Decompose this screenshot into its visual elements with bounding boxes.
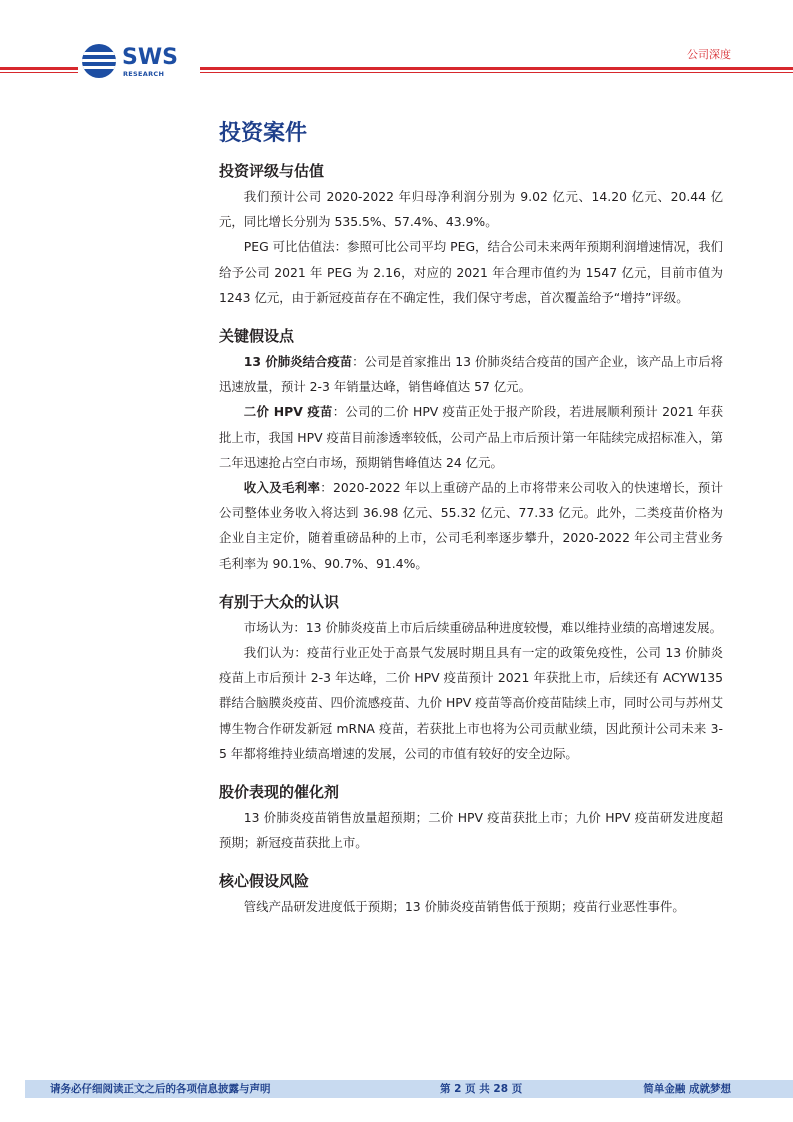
- footer-page-number: 第 2 页 共 28 页: [440, 1083, 523, 1095]
- rating-paragraph-1: 我们预计公司 2020-2022 年归母净利润分别为 9.02 亿元、14.20 亿元、20.44 亿元，同比增长分别为 535.5%、57.4%、43.9%。: [219, 189, 723, 230]
- assumption-item-hpv2: [219, 399, 723, 475]
- views-paragraph-market: 市场认为：13 价肺炎疫苗上市后后续重磅品种进度较慢，难以维持业绩的高增速发展。: [243, 619, 722, 635]
- footer-disclaimer: 请务必仔细阅读正文之后的各项信息披露与声明: [50, 1083, 271, 1095]
- assumption-label: 13 价肺炎结合疫苗: [243, 354, 353, 370]
- assumption-item-revenue: [219, 475, 723, 576]
- section-title-assumptions: 关键假设点: [219, 327, 295, 346]
- section-title-rating: 投资评级与估值: [219, 162, 325, 180]
- catalysts-paragraph: 13 价肺炎疫苗销售放量超预期；二价 HPV 疫苗获批上市；九价 HPV 疫苗研发进度超预期；新冠疫苗获批上市。: [219, 810, 723, 851]
- footer-slogan: 简单金融 成就梦想: [643, 1083, 731, 1095]
- section-title-catalysts: 股价表现的催化剂: [219, 783, 340, 802]
- logo-text: SWS: [122, 45, 178, 70]
- views-paragraph-ours: 我们认为：疫苗行业正处于高景气发展时期且具有一定的政策免疫性，公司 13 价肺炎疫苗上市后预计 2-3 年达峰，二价 HPV 疫苗预计 2021 年获批上市，后续还有 ACYW135 群结合脑膜炎疫苗、四价流感疫苗、九价 HPV 疫苗等高价疫苗陆续上市，同时公司与苏州艾博生物合作研发新冠 mRNA 疫苗，若获批上市也将为公司贡献业绩，因此预计公司未来 3-5 年都将维持业绩高增速的发展，公司的市值有较好的安全边际。: [219, 645, 723, 761]
- assumption-text: ：公司的二价 HPV 疫苗正处于报产阶段，若进展顺利预计 2021 年获批上市，我国 HPV 疫苗目前渗透率较低，公司产品上市后预计第一年陆续完成招标准入，第二年迅速抢占空白市场，预期销售峰值达 24 亿元。: [219, 404, 723, 470]
- risks-paragraph: 管线产品研发进度低于预期；13 价肺炎疫苗销售低于预期；疫苗行业恶性事件。: [243, 899, 685, 915]
- page-footer: [25, 1080, 793, 1098]
- assumption-label: 二价 HPV 疫苗: [243, 404, 333, 420]
- rating-paragraph-2: PEG 可比估值法：参照可比公司平均 PEG，结合公司未来两年预期利润增速情况，我们给予公司 2021 年 PEG 为 2.16，对应的 2021 年合理市值约为 1547 亿元，目前市值为 1243 亿元，由于新冠疫苗存在不确定性，我们保守考虑，首次覆盖给予“增持”评级。: [219, 239, 723, 305]
- logo-subtext: RESEARCH: [123, 70, 165, 78]
- assumption-item-pcv13: [219, 349, 723, 399]
- section-title-risks: 核心假设风险: [219, 872, 310, 891]
- page-title: 投资案件: [219, 121, 308, 146]
- section-title-views: 有别于大众的认识: [219, 592, 340, 611]
- assumption-text: ：2020-2022 年以上重磅产品的上市将带来公司收入的快速增长，预计公司整体业务收入将达到 36.98 亿元、55.32 亿元、77.33 亿元。此外，二类疫苗价格为企业自主定价，随着重磅品种的上市，公司毛利率逐步攀升，2020-2022 年公司主营业务毛利率为 90.1%、90.7%、91.4%。: [219, 480, 723, 571]
- header-rule-right: [200, 67, 793, 73]
- logo-emblem-icon: [82, 44, 116, 78]
- page-header: [0, 0, 793, 90]
- header-rule-left: [0, 67, 78, 73]
- assumption-label: 收入及毛利率: [243, 480, 321, 496]
- report-type: 公司深度: [687, 48, 731, 61]
- main-content: [219, 118, 723, 920]
- assumption-text: ：公司是首家推出 13 价肺炎结合疫苗的国产企业，该产品上市后将迅速放量，预计 2-3 年销量达峰，销售峰值达 57 亿元。: [219, 354, 723, 395]
